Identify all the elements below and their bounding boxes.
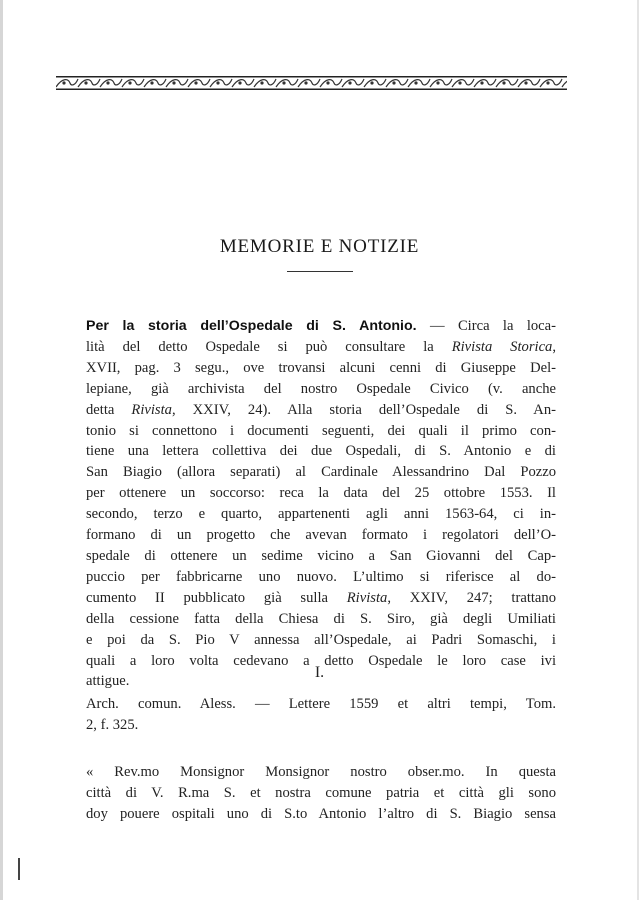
ornament-scroll <box>342 79 364 87</box>
lead-first-line <box>86 316 556 337</box>
lead-line: puccio per fabbricarne uno nuovo. L’ultimo si riferisce al do- <box>86 568 556 585</box>
ornament-dot <box>260 81 263 84</box>
lead-line: lità del detto Ospedale si può consultare la Rivista Storica, <box>86 338 557 355</box>
ornament-dot <box>480 81 483 84</box>
letter-text <box>86 762 556 825</box>
lead-paragraph <box>86 316 556 692</box>
ornament-dot <box>458 81 461 84</box>
document-numeral: I. <box>314 664 325 681</box>
lead-line: spedale di ottenere un sedime vicino a San Giovanni del Cap- <box>86 547 556 564</box>
ornament-scroll <box>408 79 430 87</box>
lead-line: per ottenere un soccorso: reca la data del 25 ottobre 1553. Il <box>86 485 556 502</box>
ornament-scroll <box>166 79 188 87</box>
ornament-dot <box>502 81 505 84</box>
ornament-dot <box>128 81 131 84</box>
ornament-dot <box>348 81 351 84</box>
ornament-scroll <box>518 79 540 87</box>
lead-line: quali a loro volta cedevano a detto Ospedale le loro case ivi <box>86 652 556 669</box>
lead-line: della cessione fatta della Chiesa di S. Siro, già degli Umiliati <box>86 610 556 627</box>
lead-line: detta Rivista, XXIV, 24). Alla storia dell’Ospedale di S. An- <box>86 401 556 418</box>
ornament-scroll <box>496 79 518 87</box>
lead-line: XVII, pag. 3 segu., ove trovansi alcuni cenni di Giuseppe Del- <box>86 359 556 376</box>
ornament-dot <box>370 81 373 84</box>
ornament-scroll <box>562 79 567 87</box>
lead-heading: Per la storia dell’Ospedale di S. Antonio. <box>86 318 417 334</box>
ornament-scroll <box>254 79 276 87</box>
ornament-dot <box>62 81 65 84</box>
ornament-dot <box>172 81 175 84</box>
archive-line: 2, f. 325. <box>86 716 139 733</box>
ornament-dot <box>238 81 241 84</box>
ornament-scroll <box>276 79 298 87</box>
ornament-scroll <box>540 79 562 87</box>
ornament-scroll <box>232 79 254 87</box>
ornament-dot <box>216 81 219 84</box>
lead-line: attigue. <box>86 673 130 690</box>
archive-reference <box>86 694 556 736</box>
margin-mark <box>18 858 20 880</box>
ornament-scroll <box>100 79 122 87</box>
ornament-dot <box>392 81 395 84</box>
ornament-scroll <box>78 79 100 87</box>
ornament-scroll <box>430 79 452 87</box>
lead-line: cumento II pubblicato già sulla Rivista, XXIV, 247; trattano <box>86 589 556 606</box>
ornament-scroll <box>320 79 342 87</box>
ornament-scroll <box>122 79 144 87</box>
lead-line: secondo, terzo e quarto, appartenenti agli anni 1563-64, ci in- <box>86 506 556 523</box>
ornament-dot <box>414 81 417 84</box>
ornament-scroll <box>452 79 474 87</box>
ornament-dot <box>326 81 329 84</box>
lead-line: lepiane, già archivista del nostro Ospedale Civico (v. anche <box>86 380 556 397</box>
ornament-dot <box>150 81 153 84</box>
ornament-scroll <box>298 79 320 87</box>
lead-line: tiene una lettera collettiva dei due Ospedali, di S. Antonio e di <box>86 443 556 460</box>
title-rule <box>287 271 353 272</box>
ornament-scroll <box>386 79 408 87</box>
lead-line: e poi da S. Pio V annessa all’Ospedale, ai Padri Somaschi, i <box>86 631 556 648</box>
ornament-dot <box>282 81 285 84</box>
ornament-dot <box>84 81 87 84</box>
page-left-edge <box>0 0 3 900</box>
letter-line: doy pouere ospitali uno di S.to Antonio l’altro di S. Biagio sensa <box>86 805 556 822</box>
lead-line: San Biagio (allora separati) al Cardinale Alessandrino Dal Pozzo <box>86 464 556 481</box>
ornament-dot <box>524 81 527 84</box>
ornament-scroll <box>188 79 210 87</box>
ornament-scroll <box>56 79 78 87</box>
lead-line: — Circa la loca- <box>429 318 556 334</box>
letter-line: « Rev.mo Monsignor Monsignor nostro obser.mo. In questa <box>86 764 556 780</box>
ornament-dot <box>436 81 439 84</box>
ornament-scroll <box>364 79 386 87</box>
lead-line: formano di un progetto che avevan formato i regolatori dell’O- <box>86 527 556 544</box>
ornament-dot <box>546 81 549 84</box>
ornament-scroll <box>210 79 232 87</box>
ornament-scroll <box>474 79 496 87</box>
section-title: MEMORIE E NOTIZIE <box>219 236 420 257</box>
ornament-dot <box>304 81 307 84</box>
ornament-dot <box>194 81 197 84</box>
decorative-border <box>56 76 567 90</box>
ornament-dot <box>106 81 109 84</box>
lead-line: tonio si connettono i documenti seguenti, dei quali il primo con- <box>86 422 556 439</box>
letter-line: città di V. R.ma S. et nostra comune patria et città gli sono <box>86 784 556 801</box>
ornament-scroll <box>144 79 166 87</box>
archive-line: Arch. comun. Aless. — Lettere 1559 et altri tempi, Tom. <box>86 696 556 712</box>
